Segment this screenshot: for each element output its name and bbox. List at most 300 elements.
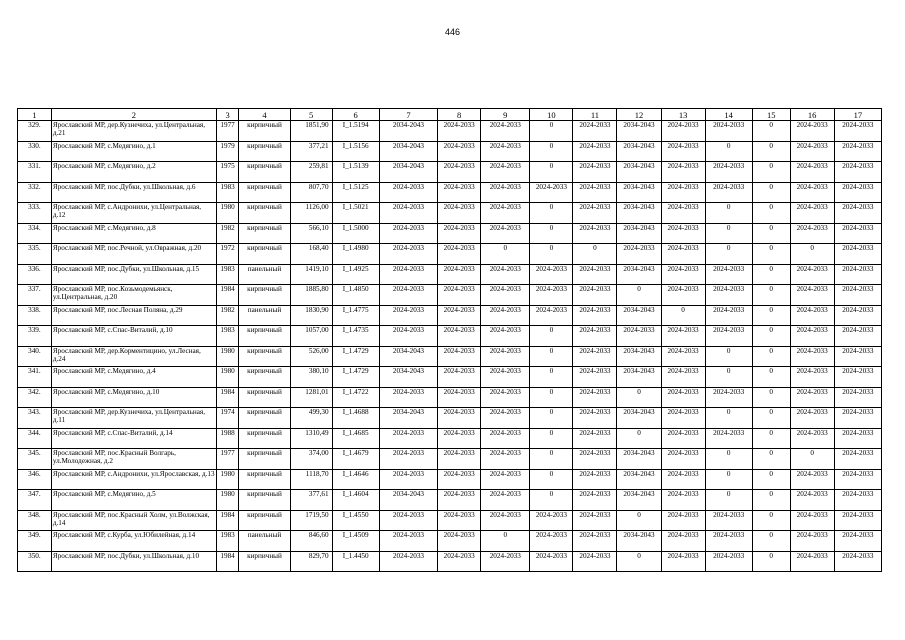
address-cell: Ярославский МР, пос.Дубки, ул.Школьная, д.6 [51,182,216,203]
table-cell: 1310,49 [290,428,332,449]
table-cell: 1980 [216,346,239,367]
table-cell: 566,10 [290,223,332,244]
table-cell: 2034-2043 [379,490,437,511]
table-cell: 2024-2033 [661,367,705,388]
table-cell: I_1.4550 [332,510,379,531]
table-cell: 0 [617,510,661,531]
table-cell: 2024-2033 [438,387,481,408]
table-cell: 2024-2033 [379,531,437,552]
table-cell: I_1.4722 [332,387,379,408]
table-cell: кирпичный [239,223,290,244]
table-row [18,551,882,572]
table-cell: 2024-2033 [573,203,617,224]
table-cell: 2024-2033 [661,162,705,183]
column-header: 14 [705,109,752,121]
table-cell: 2024-2033 [705,510,752,531]
table-cell: панельный [239,305,290,326]
table-row [18,223,882,244]
table-cell: 0 [617,551,661,572]
table-cell: 0 [752,551,790,572]
table-cell: 2024-2033 [661,408,705,429]
table-cell: 259,81 [290,162,332,183]
table-cell: 2024-2033 [573,326,617,347]
table-cell: 2024-2033 [661,449,705,470]
table-cell: кирпичный [239,141,290,162]
table-cell: 2024-2033 [661,203,705,224]
table-cell: I_1.4850 [332,285,379,306]
table-cell: 1118,70 [290,469,332,490]
table-cell: 330. [18,141,52,162]
table-cell: 2034-2043 [379,162,437,183]
table-cell: 0 [752,305,790,326]
table-cell: 2034-2043 [379,121,437,142]
table-cell: 2024-2033 [834,121,881,142]
table-cell: 2024-2033 [481,367,530,388]
table-cell: 342. [18,387,52,408]
table-row [18,264,882,285]
table-cell: 2024-2033 [379,264,437,285]
table-cell: 2024-2033 [379,387,437,408]
table-row [18,387,882,408]
table-cell: 2024-2033 [790,510,834,531]
table-cell: 1984 [216,387,239,408]
table-cell: 2024-2033 [530,264,573,285]
table-cell: 2024-2033 [573,305,617,326]
table-cell: 2024-2033 [573,408,617,429]
table-row [18,490,882,511]
table-cell: 349. [18,531,52,552]
table-cell: 0 [481,531,530,552]
table-cell: 2024-2033 [438,326,481,347]
table-cell: 2024-2033 [834,285,881,306]
table-cell: 0 [530,428,573,449]
table-cell: кирпичный [239,346,290,367]
table-cell: 1972 [216,244,239,265]
table-cell: 2034-2043 [379,367,437,388]
table-cell: 340. [18,346,52,367]
table-cell: 2024-2033 [705,326,752,347]
table-cell: 2024-2033 [617,244,661,265]
table-cell: 2024-2033 [438,121,481,142]
table-cell: 2024-2033 [834,367,881,388]
table-cell: 2024-2033 [790,264,834,285]
table-cell: 0 [705,223,752,244]
table-cell: 0 [752,244,790,265]
table-cell: 2024-2033 [705,531,752,552]
table-cell: 333. [18,203,52,224]
table-cell: 2024-2033 [834,449,881,470]
table-cell: 2024-2033 [379,326,437,347]
column-header: 8 [438,109,481,121]
table-row [18,203,882,224]
table-cell: 2024-2033 [438,182,481,203]
table-row [18,469,882,490]
table-cell: 2024-2033 [481,346,530,367]
table-cell: 2024-2033 [481,162,530,183]
table-cell: 335. [18,244,52,265]
table-cell: 2024-2033 [379,510,437,531]
table-cell: панельный [239,531,290,552]
table-cell: 1057,00 [290,326,332,347]
table-cell: 2024-2033 [438,408,481,429]
table-cell: I_1.4735 [332,326,379,347]
table-cell: 0 [705,408,752,429]
table-cell: 2024-2033 [481,121,530,142]
column-header: 11 [573,109,617,121]
table-cell: I_1.5156 [332,141,379,162]
table-cell: 2024-2033 [834,203,881,224]
table-cell: 0 [530,223,573,244]
table-cell: 2024-2033 [705,305,752,326]
table-cell: 2024-2033 [438,510,481,531]
table-cell: 2024-2033 [379,305,437,326]
address-cell: Ярославский МР, пос.Дубки, ул.Школьная, д.10 [51,551,216,572]
table-cell: кирпичный [239,387,290,408]
column-header: 6 [332,109,379,121]
table-row [18,162,882,183]
table-cell: 2024-2033 [705,285,752,306]
table-cell: 1980 [216,203,239,224]
table-cell: 2024-2033 [481,387,530,408]
table-cell: 2024-2033 [573,182,617,203]
table-cell: 2034-2043 [617,469,661,490]
table-cell: 0 [530,469,573,490]
table-cell: 2024-2033 [573,469,617,490]
table-cell: I_1.5000 [332,223,379,244]
table-cell: 2024-2033 [661,510,705,531]
table-cell: 0 [705,141,752,162]
table-cell: 168,40 [290,244,332,265]
table-cell: 2024-2033 [573,387,617,408]
address-cell: Ярославский МР, с.Спас-Виталий, д.10 [51,326,216,347]
table-cell: кирпичный [239,203,290,224]
table-cell: 2024-2033 [438,305,481,326]
table-cell: I_1.4980 [332,244,379,265]
table-cell: 2024-2033 [438,346,481,367]
table-cell: 1281,01 [290,387,332,408]
table-cell: 2024-2033 [790,121,834,142]
table-cell: 2024-2033 [705,428,752,449]
column-header: 10 [530,109,573,121]
table-cell: кирпичный [239,182,290,203]
table-cell: 2024-2033 [834,305,881,326]
table-cell: 343. [18,408,52,429]
table-cell: 0 [617,387,661,408]
table-cell: 0 [661,305,705,326]
table-cell: 829,70 [290,551,332,572]
table-cell: кирпичный [239,408,290,429]
table-cell: 380,10 [290,367,332,388]
table-cell: 2024-2033 [438,490,481,511]
table-cell: 2024-2033 [790,305,834,326]
table-cell: 2024-2033 [661,223,705,244]
table-cell: 2024-2033 [438,264,481,285]
table-row [18,285,882,306]
table-cell: кирпичный [239,285,290,306]
table-cell: 1126,00 [290,203,332,224]
table-cell: 2024-2033 [661,428,705,449]
column-header: 1 [18,109,52,121]
table-cell: 2024-2033 [573,510,617,531]
table-cell: I_1.4646 [332,469,379,490]
table-row [18,182,882,203]
table-cell: 2024-2033 [379,551,437,572]
table-cell: 2024-2033 [661,244,705,265]
address-cell: Ярославский МР, пос.Речной, ул.Овражная, д.20 [51,244,216,265]
table-cell: 2024-2033 [379,244,437,265]
table-cell: 2024-2033 [438,162,481,183]
table-cell: 1719,50 [290,510,332,531]
address-cell: Ярославский МР, с.Медягино, д.2 [51,162,216,183]
table-cell: 2024-2033 [790,408,834,429]
table-cell: 2024-2033 [661,182,705,203]
table-cell: 2024-2033 [661,285,705,306]
table-cell: 0 [530,367,573,388]
table-cell: 2024-2033 [573,428,617,449]
table-cell: 2024-2033 [834,428,881,449]
table-row [18,141,882,162]
table-cell: 1851,90 [290,121,332,142]
table-cell: 0 [530,326,573,347]
address-cell: Ярославский МР, с.Медягино, д.4 [51,367,216,388]
table-cell: 2024-2033 [481,182,530,203]
table-cell: 1982 [216,305,239,326]
table-cell: 2024-2033 [481,264,530,285]
table-cell: 2034-2043 [379,141,437,162]
table-cell: 0 [481,244,530,265]
table-cell: 846,60 [290,531,332,552]
table-cell: 0 [752,531,790,552]
table-cell: 2024-2033 [379,182,437,203]
table-cell: I_1.4729 [332,367,379,388]
table-cell: 0 [752,428,790,449]
table-cell: кирпичный [239,326,290,347]
table-cell: I_1.4925 [332,264,379,285]
table-cell: 0 [705,203,752,224]
table-cell: 2034-2043 [617,162,661,183]
column-header: 9 [481,109,530,121]
table-cell: 2024-2033 [790,285,834,306]
table-cell: 2024-2033 [573,531,617,552]
table-cell: 2024-2033 [705,182,752,203]
table-cell: 2024-2033 [834,510,881,531]
table-cell: 2024-2033 [438,367,481,388]
table-cell: 0 [752,387,790,408]
address-cell: Ярославский МР, пос.Красный Волгарь, ул.Молодежная, д.2 [51,449,216,470]
table-cell: 2024-2033 [834,264,881,285]
table-cell: 2024-2033 [481,408,530,429]
table-cell: 2024-2033 [379,428,437,449]
address-cell: Ярославский МР, пос.Красный Холм, ул.Волжская, д.14 [51,510,216,531]
table-cell: I_1.4688 [332,408,379,429]
table-cell: 0 [530,346,573,367]
table-row [18,346,882,367]
table-cell: кирпичный [239,367,290,388]
table-cell: I_1.5021 [332,203,379,224]
table-cell: 2034-2043 [617,121,661,142]
table-cell: 0 [530,141,573,162]
table-cell: 2024-2033 [705,387,752,408]
table-cell: 0 [530,162,573,183]
table-cell: 2024-2033 [438,428,481,449]
table-cell: 1980 [216,469,239,490]
table-cell: 2024-2033 [790,469,834,490]
table-cell: 2024-2033 [790,428,834,449]
table-cell: I_1.4604 [332,490,379,511]
table-cell: 1980 [216,490,239,511]
address-cell: Ярославский МР, с.Андронихи, ул.Центральная, д.12 [51,203,216,224]
address-cell: Ярославский МР, дер.Кузнечиха, ул.Центральная, д.21 [51,121,216,142]
table-row [18,244,882,265]
address-cell: Ярославский МР, с.Медягино, д.10 [51,387,216,408]
table-cell: 0 [530,449,573,470]
table-cell: 1984 [216,285,239,306]
table-cell: 332. [18,182,52,203]
table-cell: 2024-2033 [834,162,881,183]
table-cell: 1830,90 [290,305,332,326]
table-cell: 2024-2033 [661,121,705,142]
table-cell: 2024-2033 [790,490,834,511]
column-header: 17 [834,109,881,121]
table-cell: 807,70 [290,182,332,203]
table-cell: 2024-2033 [834,326,881,347]
column-header: 12 [617,109,661,121]
table-cell: 0 [752,264,790,285]
table-cell: 2024-2033 [573,490,617,511]
table-cell: 341. [18,367,52,388]
table-cell: 1885,80 [290,285,332,306]
table-cell: 2024-2033 [661,490,705,511]
table-cell: 2024-2033 [481,490,530,511]
table-cell: 2024-2033 [834,244,881,265]
table-cell: 2024-2033 [661,264,705,285]
table-cell: 2024-2033 [834,469,881,490]
table-cell: 2024-2033 [438,449,481,470]
table-cell: 2024-2033 [790,162,834,183]
table-cell: 1983 [216,326,239,347]
table-row [18,408,882,429]
table-cell: 0 [752,121,790,142]
table-cell: 0 [705,469,752,490]
table-cell: 2024-2033 [790,346,834,367]
table-cell: 1977 [216,121,239,142]
table-cell: 2024-2033 [573,367,617,388]
table-cell: I_1.4685 [332,428,379,449]
table-cell: 2024-2033 [573,141,617,162]
table-cell: 2024-2033 [438,141,481,162]
table-cell: 350. [18,551,52,572]
table-cell: 377,21 [290,141,332,162]
table-cell: 2034-2043 [617,223,661,244]
column-header: 5 [290,109,332,121]
table-cell: кирпичный [239,449,290,470]
table-cell: 2024-2033 [438,285,481,306]
table-cell: 0 [705,490,752,511]
table-cell: 1983 [216,182,239,203]
table-cell: 2024-2033 [481,223,530,244]
table-cell: 2034-2043 [617,367,661,388]
table-cell: 0 [752,203,790,224]
column-header: 15 [752,109,790,121]
table-cell: 2024-2033 [573,346,617,367]
table-cell: 345. [18,449,52,470]
table-cell: 1980 [216,367,239,388]
register-table [17,108,882,572]
table-cell: 2034-2043 [617,182,661,203]
table-cell: 2024-2033 [481,305,530,326]
address-cell: Ярославский МР, пос.Дубки, ул.Школьная, д.15 [51,264,216,285]
table-cell: 1984 [216,510,239,531]
table-cell: 2024-2033 [705,121,752,142]
table-cell: 0 [530,203,573,224]
table-cell: кирпичный [239,551,290,572]
table-cell: 0 [752,141,790,162]
table-cell: 2024-2033 [438,203,481,224]
table-cell: 0 [752,367,790,388]
table-cell: 2024-2033 [530,510,573,531]
table-cell: 2024-2033 [573,551,617,572]
table-cell: 337. [18,285,52,306]
table-cell: 0 [790,449,834,470]
column-header: 4 [239,109,290,121]
table-cell: 2024-2033 [834,490,881,511]
table-cell: 347. [18,490,52,511]
table-cell: 0 [617,428,661,449]
table-cell: 2024-2033 [790,326,834,347]
table-cell: 526,00 [290,346,332,367]
page-number: 446 [444,27,461,37]
table-cell: 338. [18,305,52,326]
table-row [18,121,882,142]
table-cell: 2024-2033 [790,531,834,552]
table-cell: 2024-2033 [481,285,530,306]
table-cell: 2024-2033 [573,223,617,244]
table-cell: 2024-2033 [661,469,705,490]
table-cell: 1977 [216,449,239,470]
table-cell: 2024-2033 [438,531,481,552]
table-cell: 2034-2043 [617,141,661,162]
table-cell: 1979 [216,141,239,162]
table-cell: I_1.5194 [332,121,379,142]
table-cell: 2024-2033 [481,141,530,162]
address-cell: Ярославский МР, с.Спас-Виталий, д.14 [51,428,216,449]
table-cell: 0 [530,387,573,408]
table-cell: 2024-2033 [481,203,530,224]
table-cell: 0 [705,244,752,265]
table-cell: 0 [617,285,661,306]
table-cell: 0 [530,490,573,511]
table-cell: 2024-2033 [790,551,834,572]
table-cell: 377,61 [290,490,332,511]
table-cell: 2024-2033 [790,367,834,388]
table-cell: 0 [752,408,790,429]
table-cell: 1419,10 [290,264,332,285]
table-cell: 2024-2033 [481,449,530,470]
table-cell: 2024-2033 [438,223,481,244]
table-cell: I_1.4509 [332,531,379,552]
table-row [18,449,882,470]
table-cell: 2024-2033 [705,551,752,572]
table-cell: 1988 [216,428,239,449]
table-cell: 2024-2033 [379,285,437,306]
table-cell: 2024-2033 [379,449,437,470]
table-cell: 2024-2033 [530,531,573,552]
table-cell: 2024-2033 [481,428,530,449]
table-cell: 2024-2033 [790,203,834,224]
table-cell: 2024-2033 [834,223,881,244]
table-cell: 334. [18,223,52,244]
column-header: 13 [661,109,705,121]
